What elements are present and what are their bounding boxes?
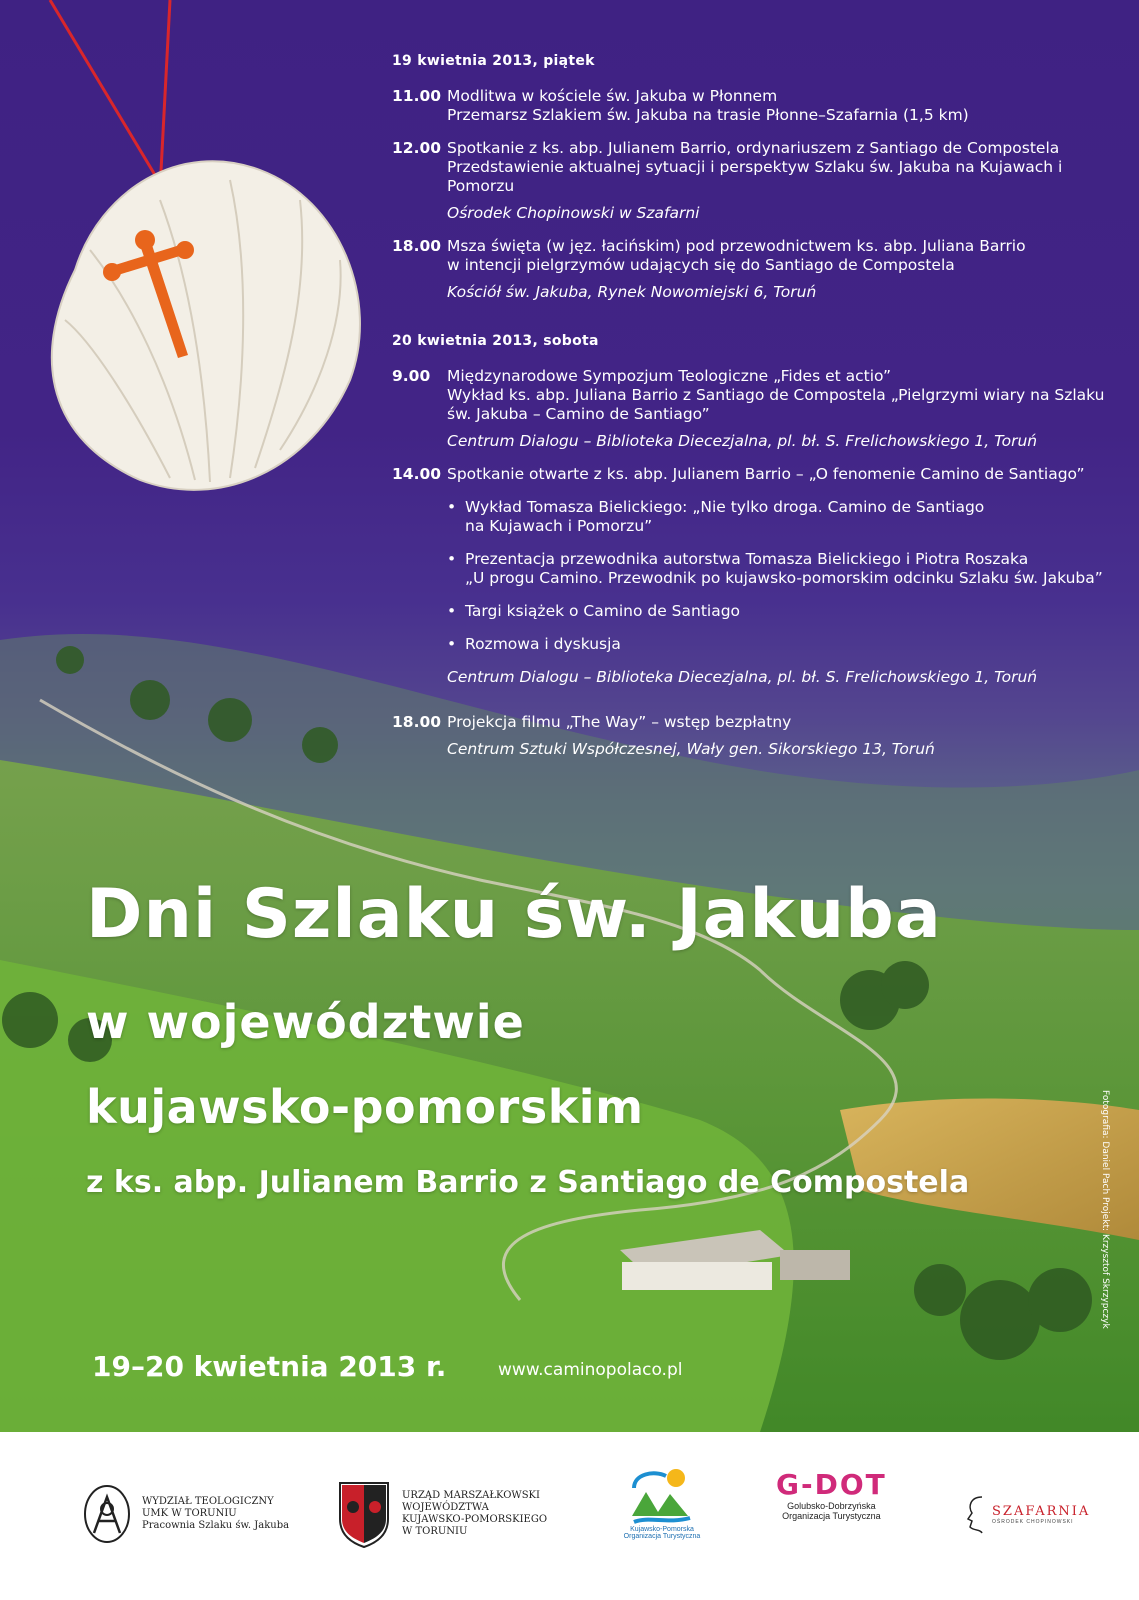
bullet-item (447, 602, 1112, 621)
event-item (392, 713, 1112, 732)
szafarnia-sub: OŚRODEK CHOPINOWSKI (992, 1518, 1074, 1525)
event-time: 11.00 (392, 87, 442, 105)
poster-subtitle-line2: kujawsko-pomorskim (86, 1080, 644, 1134)
chopin-profile-icon (964, 1493, 988, 1535)
event-line: Modlitwa w kościele św. Jakuba w Płonnem (447, 87, 778, 105)
logo-text-line: Organizacja Turystyczna (782, 1511, 881, 1521)
bullet-line: Targi książek o Camino de Santiago (465, 602, 741, 620)
event-line: Msza święta (w jęz. łacińskim) pod przewodnictwem ks. abp. Juliana Barrio (447, 237, 1026, 255)
event-time: 9.00 (392, 367, 431, 385)
event-location: Centrum Dialogu – Biblioteka Diecezjalna, pl. bł. S. Frelichowskiego 1, Toruń (447, 432, 1038, 450)
bullet-dot: • (447, 602, 457, 620)
logo-gdot (776, 1468, 887, 1558)
event-line: w intencji pielgrzymów udających się do Santiago de Compostela (447, 256, 955, 274)
event-item (392, 465, 1112, 484)
kpot-emblem-icon (628, 1464, 696, 1526)
logo-text-line: UMK W TORUNIU (142, 1508, 237, 1519)
umk-emblem-icon (82, 1483, 132, 1545)
logo-szafarnia (964, 1474, 1090, 1554)
logo-urzad-marszalkowski (336, 1474, 547, 1554)
logo-kujawsko-pomorska-ot (622, 1464, 702, 1558)
logo-text-line: WYDZIAŁ TEOLOGICZNY (142, 1496, 274, 1507)
logo-text-line: W TORUNIU (402, 1526, 468, 1537)
event-item (392, 87, 1112, 125)
event-line: Międzynarodowe Sympozjum Teologiczne „Fides et actio” (447, 367, 891, 385)
event-time: 18.00 (392, 237, 442, 255)
event-location: Ośrodek Chopinowski w Szafarni (447, 204, 700, 222)
event-dates: 19–20 kwietnia 2013 r. (92, 1350, 447, 1383)
event-description (447, 237, 1112, 275)
bullet-item (447, 498, 1112, 536)
event-item (392, 367, 1112, 424)
bullet-line: na Kujawach i Pomorzu” (465, 517, 653, 535)
scallop-shell-illustration (20, 0, 380, 520)
szafarnia-mark: SZAFARNIA (992, 1503, 1091, 1519)
poster-subtitle-line1: w województwie (86, 995, 525, 1049)
event-location: Kościół św. Jakuba, Rynek Nowomiejski 6, Toruń (447, 283, 817, 301)
gdot-mark: G-DOT (776, 1468, 887, 1501)
event-schedule (392, 52, 1112, 773)
logo-text-line: KUJAWSKO-POMORSKIEGO (402, 1514, 548, 1525)
bullet-line: Wykład Tomasza Bielickiego: „Nie tylko droga. Camino de Santiago (465, 498, 985, 516)
event-line: św. Jakuba – Camino de Santiago” (447, 405, 710, 423)
logo3-caption: Kujawsko-Pomorska Organizacja Turystyczna (623, 1526, 701, 1540)
szafarnia-text (992, 1504, 1090, 1525)
logo-text-line: WOJEWÓDZTWA (402, 1502, 489, 1513)
event-description: Spotkanie otwarte z ks. abp. Julianem Barrio – „O fenomenie Camino de Santiago” (447, 465, 1085, 483)
event-location: Centrum Dialogu – Biblioteka Diecezjalna, pl. bł. S. Frelichowskiego 1, Toruń (447, 668, 1038, 686)
bullet-dot: • (447, 635, 457, 653)
event-description (447, 87, 1112, 125)
logo-text-line: Golubsko-Dobrzyńska (787, 1501, 876, 1511)
logo-text-line: Pracownia Szlaku św. Jakuba (142, 1520, 290, 1531)
sponsor-footer (0, 1432, 1139, 1600)
bullet-line: Rozmowa i dyskusja (465, 635, 621, 653)
bullet-item (447, 635, 1112, 654)
bullet-line: „U progu Camino. Przewodnik po kujawsko-pomorskim odcinku Szlaku św. Jakuba” (465, 569, 1103, 587)
event-location: Centrum Sztuki Współczesnej, Wały gen. Sikorskiego 13, Toruń (447, 740, 935, 758)
event-time: 12.00 (392, 139, 442, 157)
bullet-dot: • (447, 498, 457, 516)
event-line: Przedstawienie aktualnej sytuacji i perspektyw Szlaku św. Jakuba na Kujawach i Pomorzu (447, 158, 1063, 195)
event-line: Spotkanie z ks. abp. Julianem Barrio, ordynariuszem z Santiago de Compostela (447, 139, 1060, 157)
logo-text-line: URZĄD MARSZAŁKOWSKI (402, 1490, 540, 1501)
logo2-text (402, 1490, 547, 1538)
website-link[interactable]: www.caminopolaco.pl (498, 1360, 683, 1380)
event-line: Wykład ks. abp. Juliana Barrio z Santiago de Compostela „Pielgrzymi wiary na Szlaku (447, 386, 1105, 404)
day2-header: 20 kwietnia 2013, sobota (392, 333, 599, 349)
event-description: Projekcja filmu „The Way” – wstęp bezpłatny (447, 713, 792, 731)
logo-wydzial-teologiczny (82, 1474, 289, 1554)
event-line: Przemarsz Szlakiem św. Jakuba na trasie Płonne–Szafarnia (1,5 km) (447, 106, 969, 124)
day1-header: 19 kwietnia 2013, piątek (392, 53, 595, 69)
logo1-text (142, 1496, 289, 1532)
poster-guest-line: z ks. abp. Julianem Barrio z Santiago de Compostela (86, 1165, 970, 1200)
event-time: 14.00 (392, 465, 442, 483)
photo-credit: Fotografia: Daniel Pach Projekt: Krzysztof Skrzypczyk (1100, 1090, 1110, 1329)
event-description (447, 139, 1112, 196)
event-time: 18.00 (392, 713, 442, 731)
event-description (447, 367, 1112, 424)
bullet-item (447, 550, 1112, 588)
poster-title: Dni Szlaku św. Jakuba (86, 875, 942, 954)
event-item (392, 139, 1112, 196)
bullet-line: Prezentacja przewodnika autorstwa Tomasza Bielickiego i Piotra Roszaka (465, 550, 1029, 568)
bullet-dot: • (447, 550, 457, 568)
coat-of-arms-icon (336, 1479, 392, 1549)
event-item (392, 237, 1112, 275)
